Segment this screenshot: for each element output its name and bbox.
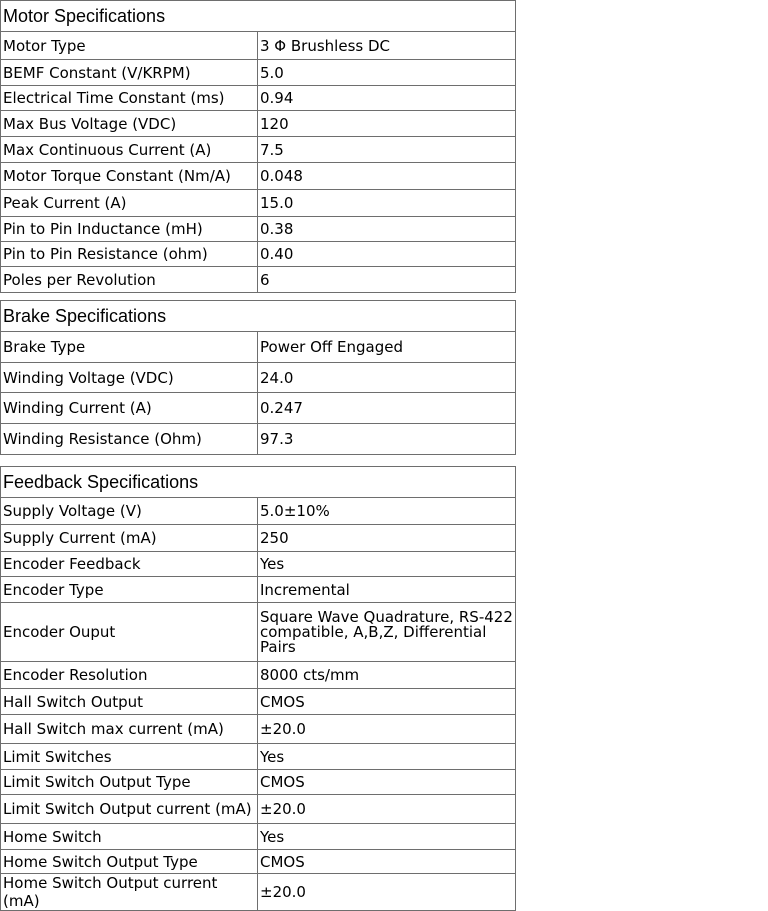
spec-value: Square Wave Quadrature, RS-422 compatible, A,B,Z, Differential Pairs: [258, 603, 516, 662]
spec-value: Yes: [258, 824, 516, 850]
feedback-specifications-table: [0, 466, 516, 911]
spec-value: ±20.0: [258, 795, 516, 824]
table-title: Motor Specifications: [1, 1, 516, 32]
spec-value: 7.5: [258, 137, 516, 163]
spec-label: Supply Current (mA): [1, 525, 258, 552]
spec-value: CMOS: [258, 770, 516, 795]
spec-value: 6: [258, 267, 516, 293]
spec-label: Hall Switch max current (mA): [1, 715, 258, 744]
table-title: Brake Specifications: [1, 301, 516, 332]
spec-label: Motor Torque Constant (Nm/A): [1, 163, 258, 190]
spec-label: Motor Type: [1, 32, 258, 60]
spec-value: Yes: [258, 552, 516, 577]
spec-value: 120: [258, 111, 516, 137]
spec-value: 15.0: [258, 190, 516, 217]
spec-value: 0.94: [258, 86, 516, 111]
spec-label: Pin to Pin Inductance (mH): [1, 217, 258, 242]
spec-label: Home Switch Output Type: [1, 850, 258, 874]
spec-value: 0.048: [258, 163, 516, 190]
spec-label: Max Bus Voltage (VDC): [1, 111, 258, 137]
spec-label: Electrical Time Constant (ms): [1, 86, 258, 111]
spec-value: Incremental: [258, 577, 516, 603]
spec-label: Encoder Resolution: [1, 662, 258, 689]
spec-value: ±20.0: [258, 874, 516, 911]
spec-value: 5.0±10%: [258, 498, 516, 525]
spec-label: Encoder Ouput: [1, 603, 258, 662]
spec-value: 8000 cts/mm: [258, 662, 516, 689]
spec-label: Encoder Type: [1, 577, 258, 603]
spec-value: ±20.0: [258, 715, 516, 744]
spec-value: 3 Φ Brushless DC: [258, 32, 516, 60]
spec-label: Pin to Pin Resistance (ohm): [1, 242, 258, 267]
spec-label: Supply Voltage (V): [1, 498, 258, 525]
spec-value: 97.3: [258, 424, 516, 455]
spec-value: 5.0: [258, 60, 516, 86]
spec-label: Winding Voltage (VDC): [1, 363, 258, 393]
spec-value: Power Off Engaged: [258, 332, 516, 363]
spec-value: CMOS: [258, 689, 516, 715]
spec-label: Winding Current (A): [1, 393, 258, 424]
spec-value: CMOS: [258, 850, 516, 874]
spec-label: Hall Switch Output: [1, 689, 258, 715]
spec-value: 0.247: [258, 393, 516, 424]
spec-label: Peak Current (A): [1, 190, 258, 217]
spec-label: Limit Switches: [1, 744, 258, 770]
spec-value: 250: [258, 525, 516, 552]
spec-label: Poles per Revolution: [1, 267, 258, 293]
spec-label: Encoder Feedback: [1, 552, 258, 577]
spec-value: Yes: [258, 744, 516, 770]
spec-label: Limit Switch Output Type: [1, 770, 258, 795]
table-title: Feedback Specifications: [1, 467, 516, 498]
spec-label: BEMF Constant (V/KRPM): [1, 60, 258, 86]
spec-value: 0.40: [258, 242, 516, 267]
spec-value: 0.38: [258, 217, 516, 242]
motor-specifications-table: [0, 0, 516, 293]
spec-value: 24.0: [258, 363, 516, 393]
spec-label: Home Switch Output current (mA): [1, 874, 258, 911]
spec-label: Brake Type: [1, 332, 258, 363]
spec-label: Max Continuous Current (A): [1, 137, 258, 163]
brake-specifications-table: [0, 300, 516, 455]
spec-label: Limit Switch Output current (mA): [1, 795, 258, 824]
spec-label: Home Switch: [1, 824, 258, 850]
spec-label: Winding Resistance (Ohm): [1, 424, 258, 455]
